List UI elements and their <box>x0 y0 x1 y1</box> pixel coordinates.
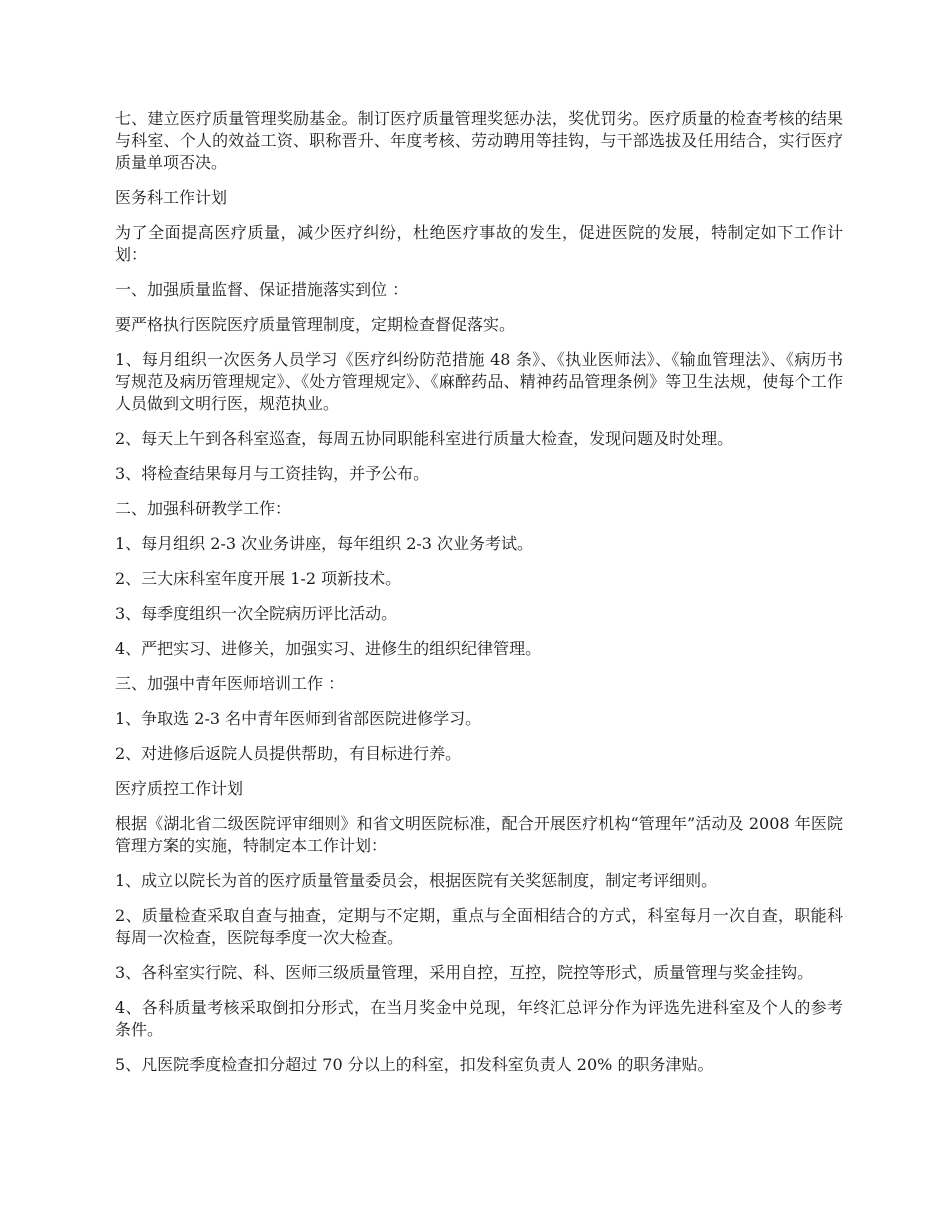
list-item-monthly-study: 1、每月组织一次医务人员学习《医疗纠纷防范措施 48 条》、《执业医师法》、《输血管理法》、《病历书写规范及病历管理规定》、《处方管理规定》、《麻醉药品、精神药品管理条例》等卫生法规，使每个工作人员做到文明行医，规范执业。 <box>115 350 843 413</box>
heading-quality-control-plan: 医疗质控工作计划 <box>115 779 244 798</box>
section-heading-quality-supervision: 一、加强质量监督、保证措施落实到位 ： <box>115 280 409 299</box>
list-item-record-review: 3、每季度组织一次全院病历评比活动。 <box>115 604 398 623</box>
list-item-salary-link: 3、将检查结果每月与工资挂钩，并予公布。 <box>115 464 430 483</box>
list-item-returnee-support: 2、对进修后返院人员提供帮助，有目标进行养。 <box>115 744 462 763</box>
list-item-penalty: 5、凡医院季度检查扣分超过 70 分以上的科室，扣发科室负责人 20% 的职务津贴。 <box>115 1055 714 1074</box>
list-item-deduction: 4、各科质量考核采取倒扣分形式，在当月奖金中兑现，年终汇总评分作为评选先进科室及个人的参考条件。 <box>115 998 843 1039</box>
section-heading-young-doctors: 三、加强中青年医师培训工作 ： <box>115 674 345 693</box>
section-heading-research-teaching: 二、加强科研教学工作： <box>115 499 292 518</box>
paragraph-intro: 为了全面提高医疗质量，减少医疗纠纷，杜绝医疗事故的发生，促进医院的发展，特制定如下工作计划： <box>115 223 843 264</box>
list-item-committee: 1、成立以院长为首的医疗质量管量委员会，根据医院有关奖惩制度，制定考评细则。 <box>115 871 718 890</box>
list-item-internship: 4、严把实习、进修关，加强实习、进修生的组织纪律管理。 <box>115 639 542 658</box>
paragraph-reward-fund: 七、建立医疗质量管理奖励基金。制订医疗质量管理奖惩办法，奖优罚劣。医疗质量的检查考核的结果与科室、个人的效益工资、职称晋升、年度考核、劳动聘用等挂钩，与干部选拔及任用结合，实行医疗质量单项否决。 <box>115 109 843 172</box>
heading-medical-affairs-plan: 医务科工作计划 <box>115 188 228 207</box>
list-item-further-study: 1、争取选 2-3 名中青年医师到省部医院进修学习。 <box>115 709 482 728</box>
list-item-three-level: 3、各科室实行院、科、医师三级质量管理，采用自控，互控，院控等形式，质量管理与奖金挂钩。 <box>115 963 814 982</box>
paragraph-strict-execution: 要严格执行医院医疗质量管理制度，定期检查督促落实。 <box>115 315 516 334</box>
document-body <box>115 108 843 1089</box>
list-item-new-techniques: 2、三大床科室年度开展 1-2 项新技术。 <box>115 569 402 588</box>
list-item-lectures: 1、每月组织 2-3 次业务讲座，每年组织 2-3 次业务考试。 <box>115 534 534 553</box>
list-item-daily-inspection: 2、每天上午到各科室巡查，每周五协同职能科室进行质量大检查，发现问题及时处理。 <box>115 429 734 448</box>
list-item-inspection-methods: 2、质量检查采取自查与抽查，定期与不定期，重点与全面相结合的方式，科室每月一次自查，职能科每周一次检查，医院每季度一次大检查。 <box>115 906 843 947</box>
paragraph-qc-intro: 根据《湖北省二级医院评审细则》和省文明医院标准，配合开展医疗机构“管理年”活动及 2008 年医院管理方案的实施，特制定本工作计划： <box>115 814 843 855</box>
